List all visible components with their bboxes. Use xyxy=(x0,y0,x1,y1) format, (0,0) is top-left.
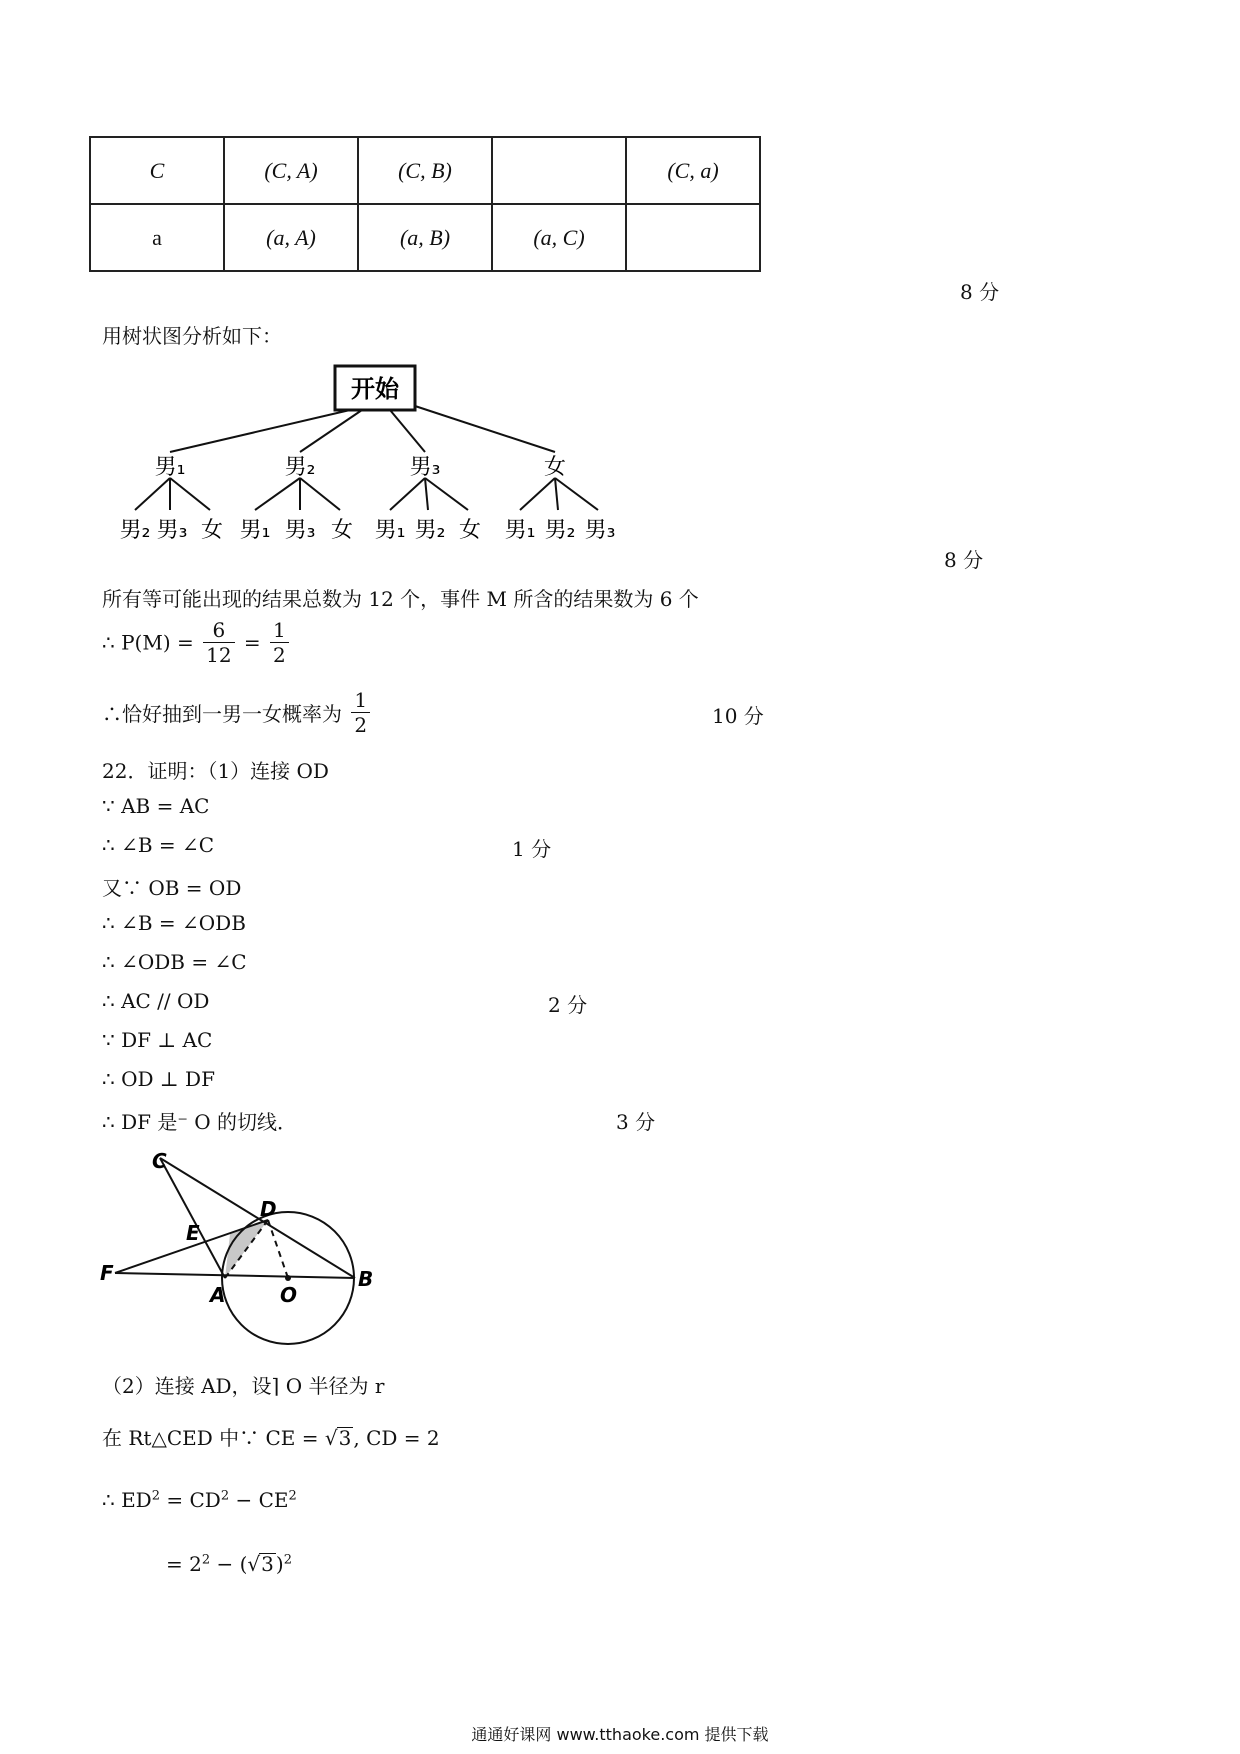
tree-leaf: 女 xyxy=(200,518,224,543)
calc-mid: − ( xyxy=(210,1552,248,1576)
proof-line: 又∵ OB = OD xyxy=(102,876,242,900)
rt-text: 在 Rt△CED 中∵ CE = xyxy=(102,1426,319,1450)
point-label: O xyxy=(280,1283,298,1307)
fraction xyxy=(270,618,289,667)
sqrt-value: 3 xyxy=(338,1426,352,1450)
table-cell xyxy=(626,204,760,271)
table-cell: (C, A) xyxy=(224,137,358,204)
table-cell: (a, C) xyxy=(492,204,626,271)
pairs-table xyxy=(89,136,761,272)
proof-line: ∴ OD ⊥ DF xyxy=(102,1067,215,1091)
proof-line: ∴ AC // OD xyxy=(102,989,210,1013)
exponent: 2 xyxy=(151,1488,160,1504)
proof-line: ∴ ∠ODB = ∠C xyxy=(102,950,247,974)
ed-prefix: ∴ ED xyxy=(102,1488,152,1512)
tree-leaf: 男₁ xyxy=(504,518,536,543)
tree-leaf: 女 xyxy=(330,518,354,543)
score-label: 8 分 xyxy=(944,548,984,572)
tree-leaf: 男₂ xyxy=(414,518,446,543)
tree-node: 男₃ xyxy=(409,455,441,480)
denominator: 2 xyxy=(354,713,368,737)
score-label: 1 分 xyxy=(512,837,552,861)
numerator: 6 xyxy=(203,618,234,643)
tree-leaf: 男₃ xyxy=(284,518,316,543)
conclusion-text: ∴恰好抽到一男一女概率为 xyxy=(102,702,342,726)
score-label: 2 分 xyxy=(548,993,588,1017)
ed-mid: = CD xyxy=(160,1488,221,1512)
tree-leaf: 女 xyxy=(458,518,482,543)
fraction xyxy=(203,618,234,667)
score-label: 3 分 xyxy=(616,1110,656,1134)
proof-line: ∴ ∠B = ∠C xyxy=(102,833,215,857)
table-row xyxy=(90,204,760,271)
proof-line: 22．证明：（1）连接 OD xyxy=(102,759,329,783)
fraction xyxy=(351,688,370,737)
table-row xyxy=(90,137,760,204)
exponent: 2 xyxy=(288,1488,297,1504)
table-cell: C xyxy=(90,137,224,204)
probability-prefix: ∴ P(M) = xyxy=(102,630,194,655)
table-cell: (C, B) xyxy=(358,137,492,204)
rt-triangle-line: 在 Rt△CED 中∵ CE = √3 , CD = 2 xyxy=(102,1426,440,1450)
calc-line: = $2^2 - (√3$ )$^2$ xyxy=(166,1552,292,1576)
tree-leaf: 男₂ xyxy=(119,518,151,543)
proof-line: ∴ DF 是⁻ O 的切线． xyxy=(102,1110,298,1134)
proof-line: ∴ ∠B = ∠ODB xyxy=(102,911,246,935)
calc-prefix: = 2 xyxy=(166,1552,202,1576)
proof-line: ∵ AB = AC xyxy=(102,794,210,818)
result-line: 所有等可能出现的结果总数为 12 个，事件 M 所含的结果数为 6 个 xyxy=(102,587,699,611)
tree-node: 男₁ xyxy=(154,455,186,480)
tree-node: 女 xyxy=(543,455,567,480)
conclusion-line xyxy=(102,688,373,737)
footer-text: 通通好课网 www.tthaoke.com 提供下载 xyxy=(471,1725,769,1744)
tree-leaf: 男₁ xyxy=(239,518,271,543)
point-label: A xyxy=(210,1283,226,1307)
tree-node: 男₂ xyxy=(284,455,316,480)
numerator: 1 xyxy=(351,688,370,713)
exponent: 2 xyxy=(220,1488,230,1504)
table-cell: a xyxy=(90,204,224,271)
geometry-figure xyxy=(100,1148,390,1358)
score-label: 8 分 xyxy=(960,280,1000,304)
ed-end: − CE xyxy=(229,1488,289,1512)
score-label: 10 分 xyxy=(712,704,764,728)
point-label: B xyxy=(358,1267,374,1291)
equals-sign: = xyxy=(243,630,261,655)
sqrt-value: 3 xyxy=(261,1552,274,1576)
tree-leaf: 男₁ xyxy=(374,518,406,543)
table-cell xyxy=(492,137,626,204)
point-label: F xyxy=(100,1261,114,1285)
tree-diagram xyxy=(100,360,640,560)
tree-leaf: 男₃ xyxy=(584,518,616,543)
point-label: D xyxy=(260,1197,277,1221)
exponent: 2 xyxy=(283,1552,292,1568)
part2-line: （2）连接 AD，设⌉ O 半径为 r xyxy=(102,1374,385,1398)
point-label: E xyxy=(186,1221,200,1245)
table-cell: (a, B) xyxy=(358,204,492,271)
table-cell: (C, a) xyxy=(626,137,760,204)
tree-root: 开始 xyxy=(351,375,399,403)
tree-leaf: 男₂ xyxy=(544,518,576,543)
table-cell: (a, A) xyxy=(224,204,358,271)
proof-line: ∵ DF ⊥ AC xyxy=(102,1028,213,1052)
numerator: 1 xyxy=(270,618,289,643)
ed-line xyxy=(102,1488,297,1512)
denominator: 2 xyxy=(273,643,286,667)
rt-rest: , CD = 2 xyxy=(353,1426,440,1450)
calc-close: ) xyxy=(275,1552,284,1576)
point-label: C xyxy=(152,1149,167,1173)
exponent: 2 xyxy=(201,1552,211,1568)
tree-leaf: 男₃ xyxy=(156,518,188,543)
probability-line xyxy=(102,618,292,667)
denominator: 12 xyxy=(206,643,232,667)
tree-intro: 用树状图分析如下： xyxy=(102,324,282,348)
